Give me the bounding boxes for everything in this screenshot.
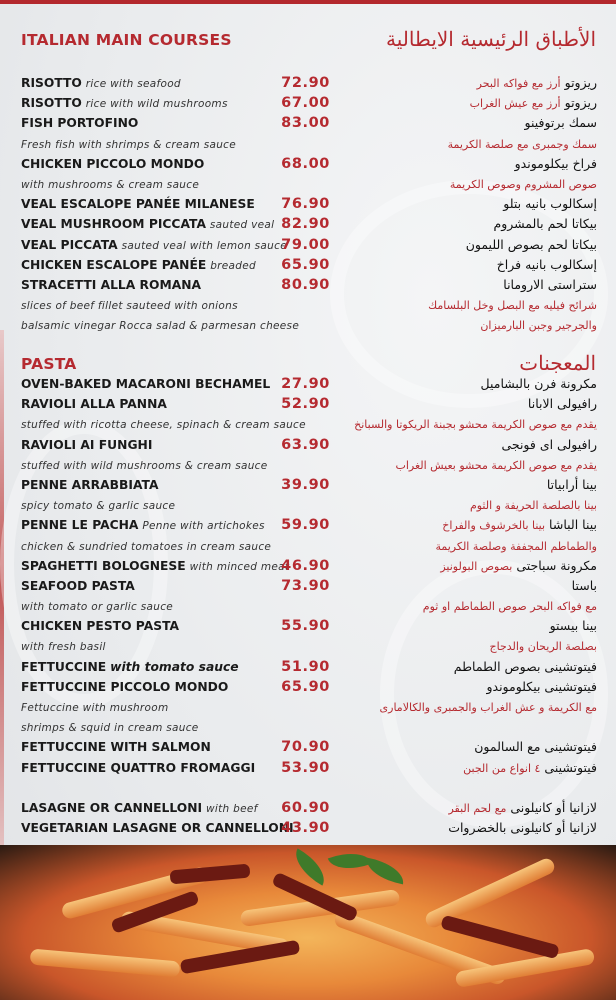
item-description: stuffed with wild mushrooms & cream sauce — [21, 459, 268, 472]
item-name: PENNE ARRABBIATA — [21, 477, 159, 492]
item-arabic — [547, 475, 597, 495]
menu-item-description — [0, 174, 616, 194]
item-description-ar: أرز مع فواكه البحر — [476, 77, 561, 90]
item-description: breaded — [210, 259, 256, 272]
item-english — [21, 536, 271, 557]
item-name: CHICKEN PICCOLO MONDO — [21, 156, 205, 171]
menu-item — [0, 93, 616, 113]
menu-item-description — [0, 596, 616, 616]
item-description-ar: شرائح فيليه مع البصل وخل البلسامك — [428, 299, 597, 313]
item-arabic — [428, 295, 597, 316]
item-description: sauted veal with lemon sauce — [121, 239, 287, 252]
item-description: sauted veal — [209, 219, 275, 232]
item-english — [21, 515, 265, 536]
item-english — [21, 636, 106, 657]
item-description-ar: مع الكريمة و عش الغراب والجمبرى والكالامارى — [379, 701, 597, 714]
item-english — [21, 214, 274, 235]
pasta-list — [0, 374, 616, 838]
menu-item — [0, 235, 616, 255]
item-name: CHICKEN PESTO PASTA — [21, 619, 180, 634]
item-name-ar: بينا أرابياتا — [546, 476, 597, 492]
item-arabic — [440, 556, 597, 577]
item-price: 70.90 — [281, 739, 330, 756]
item-description: chicken & sundried tomatoes in cream sauce — [21, 540, 272, 553]
menu-item — [0, 657, 616, 677]
section-title-main-courses-ar: الأطباق الرئيسية الايطالية — [385, 27, 596, 51]
item-english — [21, 174, 199, 195]
item-price: 63.90 — [281, 436, 330, 453]
item-description: Penne with artichokes — [142, 520, 265, 533]
menu-item-description — [0, 495, 616, 515]
item-english — [21, 414, 306, 435]
item-english — [21, 194, 255, 214]
item-price: 67.00 — [281, 95, 330, 112]
menu-item — [0, 576, 616, 596]
main-courses-list — [0, 73, 616, 335]
item-arabic — [442, 515, 597, 536]
item-arabic — [474, 737, 597, 757]
item-name-ar: فيتوتشينى بيكلوموندو — [486, 678, 597, 694]
item-name: FISH PORTOFINO — [21, 116, 139, 131]
menu-item — [0, 194, 616, 214]
item-english — [21, 758, 255, 778]
item-price: 73.90 — [281, 577, 330, 594]
top-border — [0, 0, 616, 4]
section-title-main-courses: ITALIAN MAIN COURSES — [21, 31, 232, 49]
item-english — [21, 475, 158, 495]
item-description: with beef — [206, 802, 258, 815]
item-description-ar: يقدم مع صوص الكريمة محشو بعيش الغراب — [395, 458, 597, 472]
menu-item — [0, 154, 616, 174]
item-arabic — [448, 818, 597, 838]
item-name: FETTUCCINE WITH SALMON — [21, 740, 211, 755]
item-name-ar: ستراستى الارومانا — [503, 276, 597, 292]
item-price: 59.90 — [281, 517, 330, 534]
item-english — [21, 455, 268, 476]
item-name-ar: إسكالوب بانيه فراخ — [496, 256, 597, 272]
menu-item-description — [0, 455, 616, 475]
item-arabic — [454, 657, 597, 677]
item-price: 72.90 — [281, 75, 330, 91]
menu-item-description — [0, 636, 616, 656]
item-arabic — [528, 394, 597, 414]
menu-item-description — [0, 295, 616, 315]
item-arabic — [477, 73, 597, 94]
item-english — [21, 798, 258, 819]
item-name: SPAGHETTI BOLOGNESE — [21, 558, 186, 573]
item-english — [21, 435, 152, 455]
menu-item — [0, 556, 616, 576]
item-price: 43.90 — [281, 820, 330, 837]
penne-shape — [455, 948, 596, 988]
item-english — [21, 556, 289, 577]
item-english — [21, 113, 138, 133]
item-description-ar: مع فواكه البحر صوص الطماطم او ثوم — [422, 600, 597, 614]
item-arabic — [448, 798, 597, 819]
basil-leaf — [364, 858, 407, 885]
item-english — [21, 818, 294, 838]
item-name-ar: رافيولى الابانا — [527, 396, 597, 412]
item-name: VEAL PICCATA — [21, 237, 118, 252]
item-description-ar: والطماطم المجففة وصلصة الكريمة — [435, 539, 597, 553]
menu-item — [0, 214, 616, 234]
item-arabic — [490, 636, 598, 657]
item-name-ar: لازانيا أو كانيلونى بالخضروات — [448, 820, 597, 836]
item-name-ar: فراخ بيكلوموندو — [514, 155, 597, 171]
item-description: with tomato sauce — [110, 659, 239, 674]
item-english — [21, 657, 239, 677]
item-price: 65.90 — [281, 678, 330, 695]
item-name: FETTUCCINE PICCOLO MONDO — [21, 679, 229, 694]
item-name-ar: ريزوتو — [564, 95, 597, 111]
item-price: 46.90 — [281, 557, 330, 574]
item-description: with tomato or garlic sauce — [21, 601, 174, 614]
item-description: rice with seafood — [85, 78, 181, 90]
item-english — [21, 93, 228, 114]
menu-item — [0, 113, 616, 133]
item-price: 52.90 — [281, 396, 330, 413]
item-english — [21, 255, 256, 276]
item-english — [21, 295, 238, 316]
item-description: spicy tomato & garlic sauce — [21, 500, 176, 513]
item-english — [21, 677, 228, 697]
item-arabic — [423, 596, 597, 617]
item-name-ar: فيتوتشينى مع السالمون — [474, 739, 597, 755]
item-description: with fresh basil — [21, 641, 106, 654]
item-arabic — [463, 758, 597, 779]
item-english — [21, 576, 135, 596]
menu-item — [0, 515, 616, 535]
menu-item-description — [0, 414, 616, 434]
item-price: 79.00 — [281, 236, 330, 253]
menu-item — [0, 818, 616, 838]
item-name-ar: بينا الباشا — [549, 517, 597, 533]
menu-item — [0, 798, 616, 818]
tomato-shape — [170, 864, 251, 885]
item-name: STRACETTI ALLA ROMANA — [21, 277, 202, 292]
item-description: Fettuccine with mushroom — [21, 702, 169, 714]
item-name: VEGETARIAN LASAGNE OR CANNELLONI — [21, 821, 294, 836]
item-name-ar: بينا بيستو — [549, 618, 597, 634]
item-description-ar: يقدم مع صوص الكريمة محشو بجبنة الريكوتا والسبانخ — [354, 418, 597, 432]
menu-item — [0, 73, 616, 93]
item-arabic — [503, 194, 597, 214]
item-arabic — [480, 315, 597, 336]
item-english — [21, 697, 169, 718]
menu-item — [0, 616, 616, 636]
item-english — [21, 394, 167, 414]
item-name-ar: باستا — [571, 577, 597, 593]
item-name: FETTUCCINE QUATTRO FROMAGGI — [21, 760, 256, 775]
section-title-pasta-ar: المعجنات — [519, 351, 596, 375]
menu-item — [0, 255, 616, 275]
item-description: shrimps & squid in cream sauce — [21, 722, 199, 735]
item-english — [21, 374, 270, 394]
item-arabic — [515, 154, 597, 174]
item-price: 80.90 — [281, 276, 330, 293]
item-name: VEAL ESCALOPE PANÉE MILANESE — [21, 197, 255, 212]
item-description-ar: ٤ انواع من الجبن — [463, 761, 541, 775]
item-price: 83.00 — [281, 115, 330, 132]
item-price: 39.90 — [281, 476, 330, 493]
item-description-ar: مع لحم البقر — [448, 801, 507, 815]
item-name-ar: بيكاتا لحم بصوص الليمون — [465, 236, 597, 252]
item-price: 68.00 — [281, 155, 330, 172]
item-name-ar: مكرونة سباجتى — [516, 557, 597, 573]
item-arabic — [481, 374, 597, 394]
item-english — [21, 73, 181, 94]
basil-leaf — [328, 845, 372, 877]
item-arabic — [435, 536, 597, 557]
item-description-ar: بصلصة الريحان والدجاج — [489, 640, 597, 654]
item-name-ar: مكرونة فرن بالبشاميل — [480, 376, 597, 391]
item-name-ar: فيتوتشينى — [544, 759, 597, 775]
item-price: 76.90 — [281, 196, 330, 213]
item-english — [21, 737, 211, 757]
item-description-ar: صوص المشروم وصوص الكريمة — [449, 177, 597, 191]
item-description-ar: بينا بالصلصة الحريفة و الثوم — [469, 499, 597, 513]
menu-item — [0, 737, 616, 757]
item-description: with minced meat — [189, 560, 290, 573]
menu-item — [0, 374, 616, 394]
item-arabic — [525, 113, 598, 133]
section-title-pasta: PASTA — [21, 355, 77, 373]
item-description-ar: بصوص البولونيز — [440, 559, 513, 573]
item-english — [21, 616, 179, 636]
item-name: RISOTTO — [21, 96, 82, 111]
item-description-ar: بينا بالخرشوف والفراخ — [442, 519, 546, 533]
item-description: with mushrooms & cream sauce — [21, 178, 200, 191]
penne-shape — [30, 948, 181, 977]
menu-item — [0, 275, 616, 295]
item-name-ar: بيكاتا لحم بالمشروم — [493, 216, 597, 232]
item-name: SEAFOOD PASTA — [21, 578, 135, 593]
pasta-dish-photo — [0, 845, 616, 1000]
item-name: VEAL MUSHROOM PICCATA — [21, 217, 206, 232]
item-price: 60.90 — [281, 799, 330, 816]
menu-item-description — [0, 697, 616, 717]
item-arabic — [503, 275, 597, 295]
menu-item-description — [0, 717, 616, 737]
item-name: PENNE LE PACHA — [21, 518, 139, 533]
item-name: RAVIOLI ALLA PANNA — [21, 397, 167, 412]
menu-item — [0, 394, 616, 414]
item-arabic — [450, 174, 597, 195]
menu-item-description — [0, 315, 616, 335]
item-arabic — [493, 214, 597, 234]
item-description: Fresh fish with shrimps & cream sauce — [21, 138, 236, 151]
item-price: 51.90 — [281, 658, 330, 675]
menu-item-description — [0, 536, 616, 556]
item-english — [21, 154, 204, 174]
item-description-ar: سمك وجمبرى مع صلصة الكريمة — [447, 137, 597, 151]
item-name-ar: لازانيا أو كانيلونى — [510, 799, 597, 815]
item-name: OVEN-BAKED MACARONI BECHAMEL — [21, 377, 271, 391]
menu-item — [0, 435, 616, 455]
menu-item — [0, 758, 616, 778]
item-arabic — [470, 93, 597, 114]
item-english — [21, 134, 236, 155]
item-english — [21, 495, 175, 516]
item-english — [21, 315, 299, 336]
item-arabic — [466, 235, 597, 255]
item-arabic — [550, 616, 597, 636]
item-english — [21, 596, 173, 617]
item-arabic — [395, 455, 597, 476]
menu-item — [0, 475, 616, 495]
item-description: slices of beef fillet sauteed with onions — [21, 300, 238, 313]
item-arabic — [572, 576, 597, 596]
item-description: rice with wild mushrooms — [85, 98, 228, 111]
item-description-ar: والجرجير وجبن البارميزان — [480, 319, 597, 333]
item-arabic — [486, 677, 597, 697]
item-english — [21, 235, 287, 256]
menu-item-description — [0, 134, 616, 154]
item-name: LASAGNE OR CANNELLONI — [21, 800, 203, 815]
item-price: 82.90 — [281, 216, 330, 233]
item-arabic — [501, 435, 597, 455]
item-name-ar: إسكالوب بانيه بتلو — [503, 196, 597, 212]
item-name-ar: فيتوتشينى بصوص الطماطم — [453, 658, 597, 674]
spacer — [0, 778, 616, 798]
item-arabic — [380, 697, 597, 718]
item-arabic — [448, 134, 597, 155]
item-name: RAVIOLI AI FUNGHI — [21, 437, 153, 452]
item-english — [21, 717, 199, 738]
item-name: FETTUCCINE — [21, 659, 107, 674]
item-name: CHICKEN ESCALOPE PANÉE — [21, 257, 207, 272]
item-price: 27.90 — [281, 376, 330, 392]
item-price: 55.90 — [281, 618, 330, 635]
item-name-ar: سمك برتوفينو — [524, 115, 597, 131]
item-arabic — [470, 495, 597, 516]
item-name: RISOTTO — [21, 76, 82, 90]
item-description: stuffed with ricotta cheese, spinach & cream sauce — [21, 419, 306, 432]
item-description-ar: أرز مع عيش الغراب — [469, 97, 561, 111]
item-arabic — [354, 414, 597, 435]
item-name-ar: رافيولى اى فونجى — [501, 436, 597, 452]
item-price: 65.90 — [281, 256, 330, 273]
item-description: balsamic vinegar Rocca salad & parmesan cheese — [21, 320, 300, 333]
item-price: 53.90 — [281, 759, 330, 776]
item-arabic — [497, 255, 597, 275]
menu-item — [0, 677, 616, 697]
item-name-ar: ريزوتو — [564, 75, 597, 90]
item-english — [21, 275, 201, 295]
